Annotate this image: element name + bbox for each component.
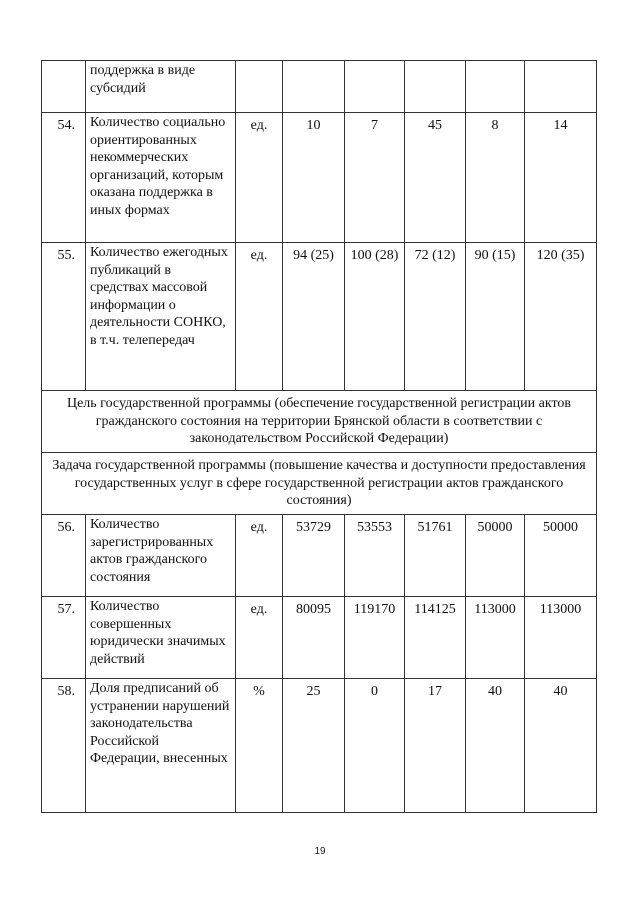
value-cell: 114125	[405, 597, 466, 679]
value-cell: 113000	[466, 597, 525, 679]
section-header-cell: Задача государственной программы (повышение качества и доступности предоставления государственных услуг в сфере государственной регистрации актов гражданского состояния)	[42, 453, 597, 515]
value-cell	[525, 61, 597, 113]
value-cell: 7	[345, 113, 405, 243]
value-cell: 94 (25)	[283, 243, 345, 391]
value-cell: 45	[405, 113, 466, 243]
indicators-table	[41, 60, 597, 813]
value-cell	[345, 61, 405, 113]
value-cell: 51761	[405, 515, 466, 597]
value-cell: 119170	[345, 597, 405, 679]
indicator-name-cell: Количество зарегистрированных актов гражданского состояния	[86, 515, 236, 597]
indicator-name-cell: Количество совершенных юридически значимых действий	[86, 597, 236, 679]
row-number-cell: 58.	[42, 679, 86, 813]
table-body	[42, 61, 597, 813]
value-cell	[405, 61, 466, 113]
value-cell: 53553	[345, 515, 405, 597]
unit-cell: ед.	[236, 243, 283, 391]
value-cell: 8	[466, 113, 525, 243]
row-number-cell: 54.	[42, 113, 86, 243]
value-cell: 120 (35)	[525, 243, 597, 391]
value-cell: 72 (12)	[405, 243, 466, 391]
value-cell: 113000	[525, 597, 597, 679]
value-cell: 40	[466, 679, 525, 813]
value-cell: 50000	[525, 515, 597, 597]
table-row	[42, 515, 597, 597]
unit-cell: ед.	[236, 597, 283, 679]
table-row	[42, 597, 597, 679]
value-cell: 80095	[283, 597, 345, 679]
value-cell: 53729	[283, 515, 345, 597]
section-header-cell: Цель государственной программы (обеспечение государственной регистрации актов гражданского состояния на территории Брянской области в соответствии с законодательством Российской Федерации)	[42, 391, 597, 453]
table-row	[42, 679, 597, 813]
unit-cell: %	[236, 679, 283, 813]
value-cell: 17	[405, 679, 466, 813]
indicator-name-cell: Количество социально ориентированных некоммерческих организаций, которым оказана поддержка в иных формах	[86, 113, 236, 243]
value-cell: 25	[283, 679, 345, 813]
value-cell: 0	[345, 679, 405, 813]
row-number-cell: 56.	[42, 515, 86, 597]
value-cell	[466, 61, 525, 113]
table-row	[42, 243, 597, 391]
value-cell: 100 (28)	[345, 243, 405, 391]
indicator-name-cell: поддержка в виде субсидий	[86, 61, 236, 113]
row-number-cell	[42, 61, 86, 113]
table-row	[42, 113, 597, 243]
section-header-row	[42, 391, 597, 453]
table-row	[42, 61, 597, 113]
value-cell	[283, 61, 345, 113]
value-cell: 10	[283, 113, 345, 243]
indicator-name-cell: Количество ежегодных публикаций в средствах массовой информации о деятельности СОНКО, в т.ч. телепередач	[86, 243, 236, 391]
row-number-cell: 55.	[42, 243, 86, 391]
section-header-row	[42, 453, 597, 515]
value-cell: 14	[525, 113, 597, 243]
unit-cell: ед.	[236, 113, 283, 243]
indicator-name-cell: Доля предписаний об устранении нарушений законодательства Российской Федерации, внесенных	[86, 679, 236, 813]
value-cell: 50000	[466, 515, 525, 597]
row-number-cell: 57.	[42, 597, 86, 679]
page-number: 19	[314, 846, 326, 857]
unit-cell	[236, 61, 283, 113]
unit-cell: ед.	[236, 515, 283, 597]
value-cell: 90 (15)	[466, 243, 525, 391]
value-cell: 40	[525, 679, 597, 813]
